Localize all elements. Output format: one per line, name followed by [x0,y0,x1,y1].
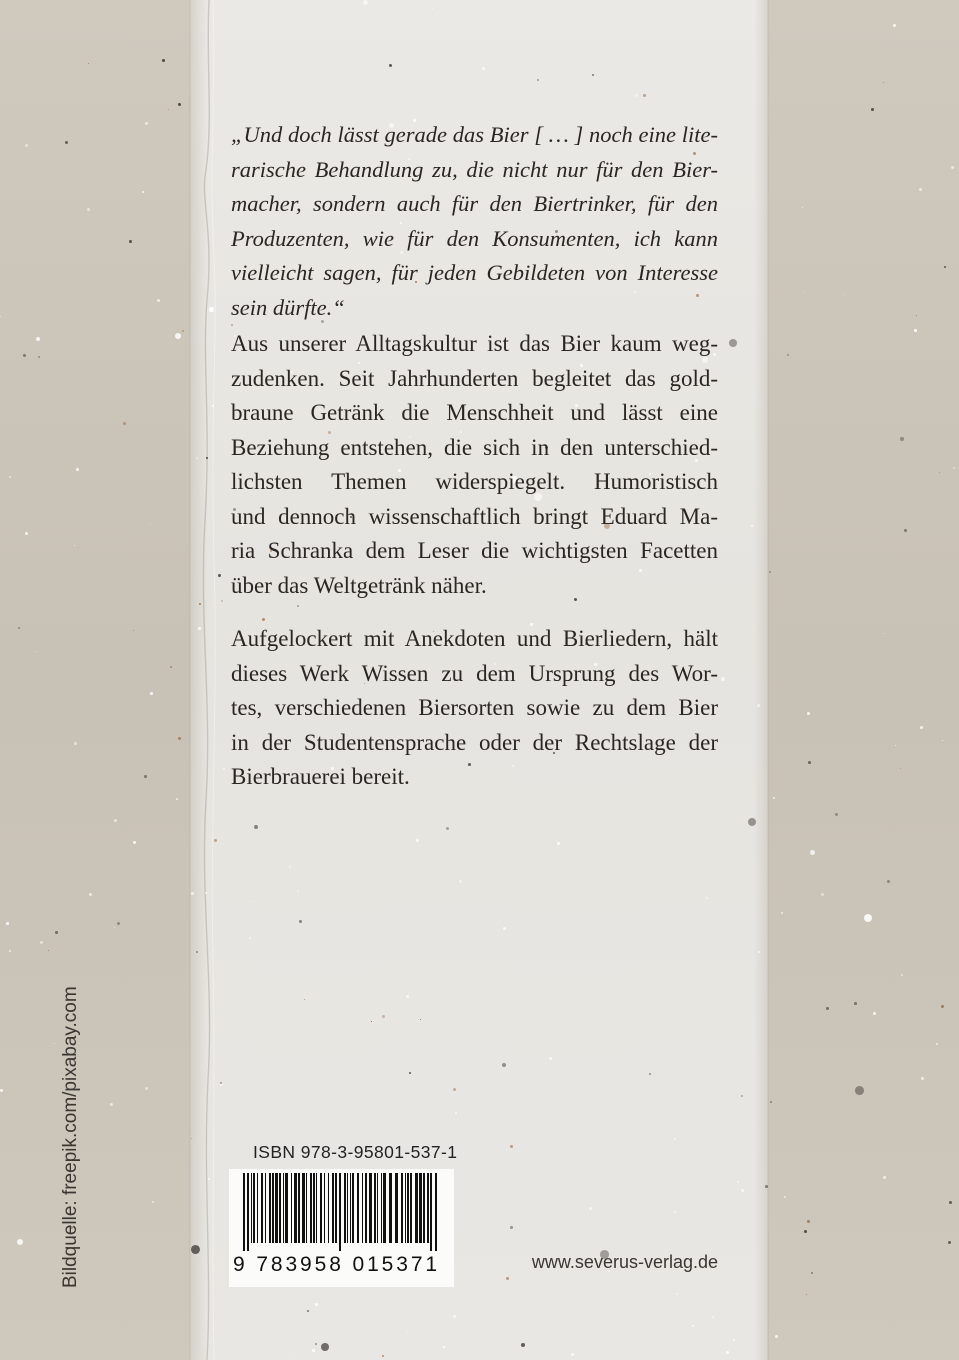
image-credit: Bildquelle: freepik.com/pixabay.com [60,986,81,1288]
speckle [510,1145,513,1148]
speckle [315,1343,317,1345]
speckle [904,529,907,532]
speckle [635,94,638,97]
speckle [920,726,923,729]
speckle [843,294,844,295]
barcode-bar [257,1173,258,1243]
barcode-bar [275,1173,278,1243]
barcode-bar [410,1173,412,1243]
speckle [382,1015,385,1018]
description-paragraph-1 [231,327,718,603]
isbn-label: ISBN 978-3-95801-537-1 [253,1142,458,1162]
speckle [214,886,215,887]
barcode-bar [357,1173,359,1243]
description-paragraph-2 [231,622,718,795]
speckle [38,356,40,358]
speckle [89,893,92,896]
paragraph-line: dieses Werk Wissen zu dem Ursprung des Wor- [231,660,718,686]
speckle [214,839,217,842]
barcode-bar [350,1173,351,1243]
speckle [48,950,49,951]
speckle [321,1343,329,1351]
speckle [178,737,181,740]
speckle [145,1087,148,1090]
speckle [537,79,539,81]
speckle [784,1196,786,1198]
barcode-bar [320,1173,322,1243]
barcode-bar [389,1173,392,1243]
barcode-box [229,1169,454,1287]
speckle [726,1351,729,1354]
quote-line: rarische Behandlung zu, die nicht nur für den Bier- [231,156,718,182]
barcode-bar [265,1173,266,1243]
speckle [315,1303,318,1306]
speckle [432,8,433,9]
speckle [900,437,904,441]
barcode-bar [269,1173,271,1243]
speckle [921,1077,924,1080]
barcode-bar [374,1173,376,1243]
speckle [748,818,756,826]
speckle [721,677,725,681]
speckle [649,1073,651,1075]
speckle [208,1178,210,1180]
barcode-bar [294,1173,297,1243]
speckle [74,742,77,745]
barcode-bar [344,1173,346,1243]
speckle [182,330,184,332]
speckle [114,927,115,928]
quote-line: macher, sondern auch für den Biertrinker, für den [231,191,718,216]
speckle [55,931,58,934]
barcode-icon [241,1173,441,1251]
speckle [944,266,946,268]
speckle [297,890,299,892]
speckle [218,574,221,577]
quote-block [231,118,718,325]
speckle [941,1005,944,1008]
speckle [254,825,258,829]
speckle [74,545,75,546]
barcode-bar [302,1173,305,1243]
speckle [953,467,955,469]
speckle [919,188,922,191]
speckle [363,0,368,5]
speckle [900,768,901,769]
barcode-bar [251,1173,252,1243]
barcode-bar [347,1173,348,1243]
speckle [936,1043,938,1045]
speckle [17,1239,23,1245]
speckle [864,914,872,922]
speckle [382,1355,384,1357]
barcode-bar [415,1173,418,1243]
barcode-bar [423,1173,425,1243]
speckle [144,775,147,778]
speckle [152,1201,154,1203]
speckle [175,333,181,339]
barcode-bar [335,1173,337,1243]
speckle [65,141,68,144]
speckle [191,892,194,895]
barcode-bar [285,1173,288,1243]
speckle [443,1346,445,1348]
speckle [901,974,903,976]
speckle [781,912,783,914]
barcode-bar [339,1173,341,1251]
barcode-bar [381,1173,382,1243]
speckle [129,240,132,243]
barcode-bar [316,1173,317,1243]
speckle [157,299,160,302]
speckle [949,1201,952,1204]
speckle [453,1088,456,1091]
speckle [0,316,1,317]
speckle [212,405,214,407]
speckle [299,920,302,923]
barcode-bar [247,1173,249,1251]
speckle [942,740,943,741]
speckle [150,524,151,525]
speckle [643,94,646,97]
paragraph-line: tes, verschiedenen Biersorten sowie zu dem Bier [231,695,718,720]
speckle [883,82,884,83]
speckle [416,839,419,842]
speckle [162,59,165,62]
speckle [168,109,169,110]
speckle [220,1082,222,1084]
speckle [773,797,775,799]
speckle [199,603,201,605]
paragraph-line: und dennoch wissenschaftlich bringt Eduard Ma- [231,503,718,529]
speckle [342,55,343,56]
speckle [459,880,462,883]
speckle [389,64,392,67]
barcode-bar [306,1173,307,1243]
speckle [407,1332,408,1333]
speckle [221,600,223,602]
speckle [712,1316,714,1318]
paragraph-line: in der Studentensprache oder der Rechtslage der [231,729,718,755]
speckle [676,1293,678,1295]
speckle [770,1101,772,1103]
speckle [893,24,896,27]
barcode-bar [383,1173,386,1243]
speckle [198,627,201,630]
speckle [821,893,824,896]
barcode-bar [407,1173,409,1243]
speckle [371,1021,372,1022]
speckle [916,315,917,316]
speckle [312,1349,315,1352]
barcode-bar [405,1173,406,1243]
speckle [18,627,20,629]
speckle [250,901,251,902]
speckle [741,1189,744,1192]
speckle [205,892,207,894]
speckle [23,354,26,357]
publisher-website: www.severus-verlag.de [531,1252,718,1272]
speckle [873,1012,876,1015]
speckle [692,1325,694,1327]
speckle [142,191,144,193]
speckle [503,927,506,930]
speckle [133,841,136,844]
speckle [76,468,79,471]
barcode-bar [283,1173,284,1243]
speckle [9,476,11,478]
barcode-bar [401,1173,403,1243]
barcode-bar [377,1173,378,1243]
speckle [307,1310,309,1312]
speckle [196,457,198,459]
barcode-bar [430,1173,432,1251]
speckle [114,819,117,822]
speckle [855,1086,864,1095]
barcode-bar [291,1173,292,1243]
barcode-bar [369,1173,372,1243]
speckle [807,712,810,715]
speckle [123,422,126,425]
barcode-bar [313,1173,315,1243]
paragraph-line: zudenken. Seit Jahrhunderten begleitet das gold- [231,365,718,391]
speckle [948,1241,951,1244]
speckle [170,666,172,668]
speckle [757,704,760,707]
speckle [409,1072,411,1074]
speckle [682,2,683,3]
barcode-bar [253,1173,255,1243]
barcode-bar [272,1173,274,1243]
speckle [453,1315,456,1318]
speckle [914,329,917,332]
speckle [808,761,811,764]
barcode-bar [261,1173,263,1243]
speckle [191,1245,200,1254]
speckle [884,633,885,634]
barcode-digits: 9 783958 015371 [233,1253,440,1276]
speckle [150,692,153,695]
speckle [482,67,485,70]
paragraph-line: Beziehung entstehen, die sich in den unterschied- [231,434,718,460]
barcode-bar [310,1173,312,1243]
quote-line: „Und doch lässt gerade das Bier [ … ] noch eine lite- [231,122,718,147]
speckle [420,1019,421,1020]
speckle [706,897,708,899]
speckle [733,1339,735,1341]
barcode-bar [395,1173,398,1243]
speckle [206,457,208,459]
speckle [446,827,449,830]
speckle [854,1002,857,1005]
speckle [176,798,178,800]
speckle [510,1226,513,1229]
speckle [674,1211,676,1213]
speckle [25,144,28,147]
barcode-bar [328,1173,329,1243]
barcode-bar [279,1173,281,1243]
paragraph-line: lichsten Themen widerspiegelt. Humoristisch [231,469,718,494]
speckle [549,1057,552,1060]
barcode-bar [243,1173,245,1251]
paragraph-line: ria Schranka dem Leser die wichtigsten Facetten [231,538,718,563]
speckle [811,1272,813,1274]
speckle [191,1138,192,1139]
speckle [40,941,43,944]
speckle [117,922,120,925]
barcode-bar [298,1173,300,1243]
speckle [939,472,940,473]
speckle [806,1294,807,1295]
speckle [521,1343,525,1347]
speckle [729,339,737,347]
speckle [758,951,760,953]
speckle [769,571,771,573]
speckle [802,207,803,208]
barcode-bar [365,1173,367,1243]
speckle [951,166,954,169]
barcode-bar [427,1173,429,1243]
quote-line: Produzenten, wie für den Konsumenten, ich kann [231,225,718,251]
speckle [810,850,815,855]
barcode-bar [324,1173,325,1243]
barcode-bar [362,1173,363,1243]
barcode-bar [435,1173,437,1251]
speckle [887,880,890,883]
paragraph-line: braune Getränk die Menschheit und lässt eine [231,400,718,425]
paragraph-line: Aufgelockert mit Anekdoten und Bierliedern, hält [231,626,718,651]
speckle [262,618,265,621]
speckle [289,1353,290,1354]
speckle [674,1138,676,1140]
barcode-bar [352,1173,354,1243]
speckle [54,1043,55,1044]
speckle [88,63,89,64]
barcode-bar [332,1173,334,1243]
speckle [0,1089,3,1092]
speckle [895,745,896,746]
speckle [223,768,225,770]
paragraph-line: Bierbrauerei bereit. [231,764,410,789]
paragraph-line: über das Weltgetränk näher. [231,572,487,598]
speckle [145,122,148,125]
isbn-barcode [229,1138,458,1290]
speckle [737,1181,739,1183]
speckle [589,1207,592,1210]
speckle [557,842,560,845]
speckle [592,74,594,76]
speckle [289,866,291,868]
speckle [36,337,40,341]
speckle [751,525,753,527]
quote-line: vielleicht sagen, für jeden Gebildeten von Interesse [231,260,718,285]
speckle [787,354,789,356]
speckle [209,307,214,312]
speckle [178,103,181,106]
speckle [803,292,804,293]
speckle [871,108,874,111]
speckle [297,605,299,607]
speckle [502,1063,506,1067]
speckle [110,1103,113,1106]
speckle [406,995,409,998]
speckle [25,532,28,535]
quote-line: sein dürfte.“ [231,294,345,320]
speckle [506,1277,509,1280]
speckle [807,1220,810,1223]
speckle [835,813,838,816]
speckle [804,1230,807,1233]
speckle [571,1353,574,1356]
speckle [196,951,198,953]
speckle [741,1095,743,1097]
speckle [249,937,251,939]
speckle [133,630,134,631]
speckle [6,922,9,925]
speckle [87,208,90,211]
speckle [775,1335,778,1338]
barcode-bar [419,1173,422,1243]
speckle [455,1112,457,1114]
speckle [883,1176,886,1179]
paragraph-line: Aus unserer Alltagskultur ist das Bier kaum weg- [231,331,718,356]
speckle [765,1185,768,1188]
speckle [304,999,305,1000]
speckle [826,1007,829,1010]
speckle [9,950,11,952]
speckle [35,651,36,652]
